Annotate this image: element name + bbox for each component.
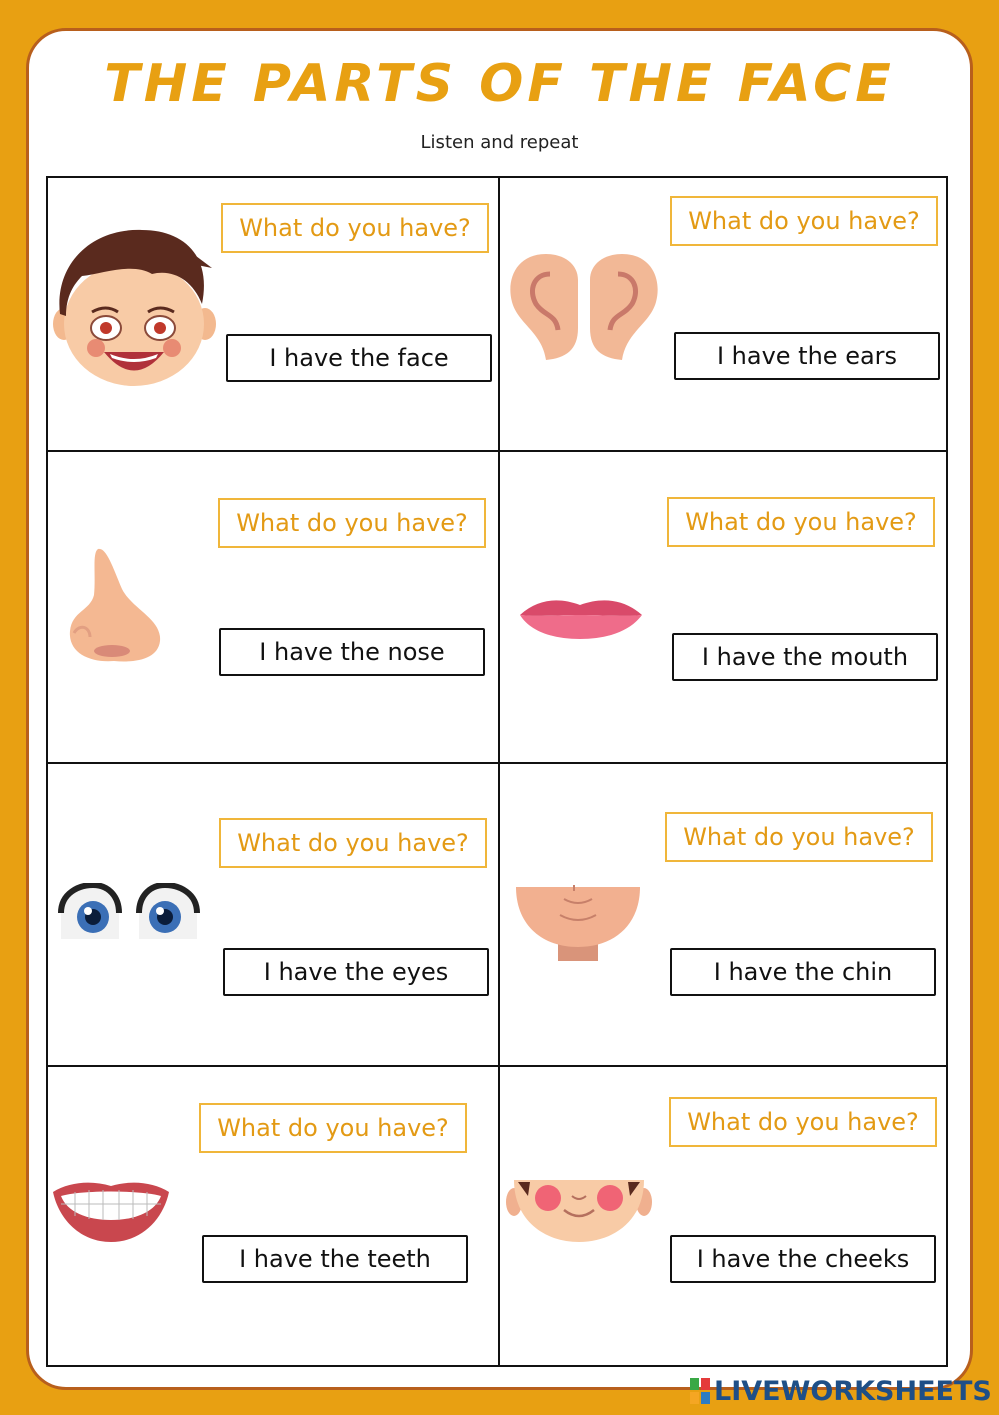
chin-icon — [514, 885, 642, 963]
grid-divider-row-3 — [46, 1065, 948, 1067]
card-mouth-answer[interactable]: I have the mouth — [672, 633, 938, 681]
card-teeth-answer[interactable]: I have the teeth — [202, 1235, 468, 1283]
page-title: THE PARTS OF THE FACE — [104, 54, 895, 114]
card-ears-answer[interactable]: I have the ears — [674, 332, 940, 380]
card-eyes-question: What do you have? — [219, 818, 487, 868]
card-nose-answer[interactable]: I have the nose — [219, 628, 485, 676]
grid-divider-vertical — [498, 176, 500, 1367]
liveworksheets-logo — [690, 1374, 992, 1408]
boy-face-icon — [52, 224, 217, 389]
mouth-icon — [518, 595, 644, 640]
eyes-icon — [57, 883, 201, 941]
ears-icon — [506, 250, 662, 365]
teeth-icon — [51, 1180, 171, 1244]
grid-divider-row-2 — [46, 762, 948, 764]
card-mouth-question: What do you have? — [667, 497, 935, 547]
watermark-text: LIVEWORKSHEETS — [714, 1375, 992, 1407]
card-face-answer[interactable]: I have the face — [226, 334, 492, 382]
nose-icon — [66, 545, 164, 665]
grid-divider-row-1 — [46, 450, 948, 452]
card-ears-question: What do you have? — [670, 196, 938, 246]
liveworksheets-logo-icon — [690, 1378, 710, 1404]
card-face-question: What do you have? — [221, 203, 489, 253]
card-cheeks-question: What do you have? — [669, 1097, 937, 1147]
page-subtitle: Listen and repeat — [420, 132, 579, 153]
card-chin-question: What do you have? — [665, 812, 933, 862]
cheeks-icon — [506, 1176, 652, 1244]
card-chin-answer[interactable]: I have the chin — [670, 948, 936, 996]
card-eyes-answer[interactable]: I have the eyes — [223, 948, 489, 996]
card-teeth-question: What do you have? — [199, 1103, 467, 1153]
card-nose-question: What do you have? — [218, 498, 486, 548]
card-cheeks-answer[interactable]: I have the cheeks — [670, 1235, 936, 1283]
